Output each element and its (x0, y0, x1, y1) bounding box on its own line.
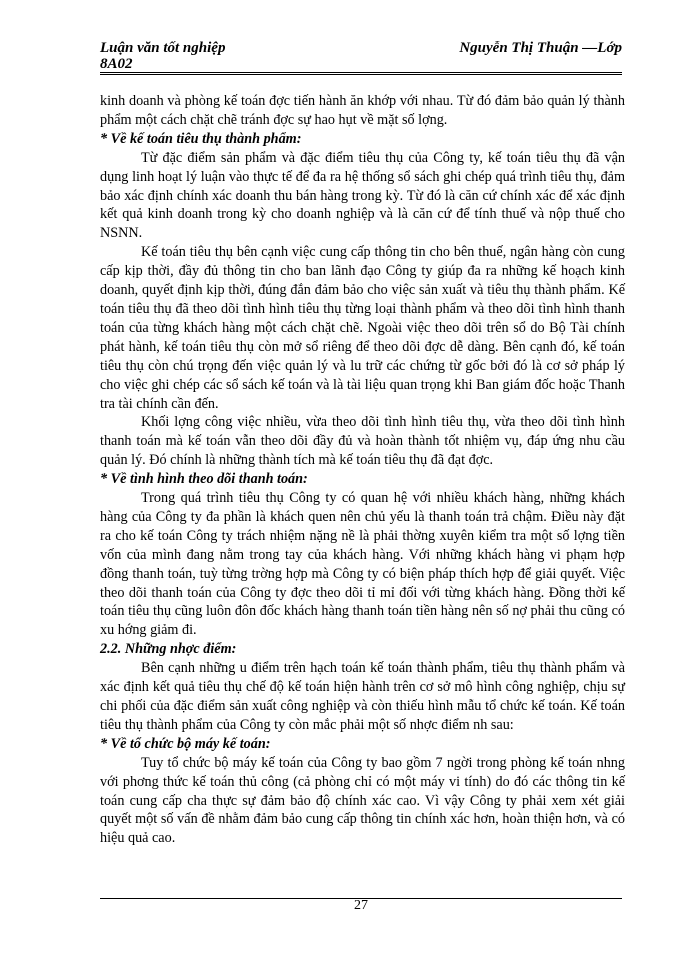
paragraph: Kế toán tiêu thụ bên cạnh việc cung cấp thông tin cho bên thuế, ngân hàng còn cung cấp kịp thời, đầy đủ thông tin cho ban lãnh đạo Công ty giúp đa ra những kế hoạch kinh doanh, quyết định kịp thời, đúng đắn đảm bảo cho việc sản xuất và tiêu thụ thành phẩm. Kế toán tiêu thụ đã theo dõi tình hình tiêu thụ từng loại thành phẩm và theo dõi tình hình thanh toán của từng khách hàng một cách chặt chẽ. Ngoài việc theo dõi trên sổ do Bộ Tài chính phát hành, kế toán tiêu thụ còn mở sổ riêng để theo dõi đợc dễ dàng. Bên cạnh đó, kế toán tiêu thụ còn chú trọng đến việc quản lý và lu trữ các chứng từ gốc bởi đó là cơ sở pháp lý cho việc ghi chép các sổ sách kế toán và là tài liệu quan trọng khi Ban giám đốc hoặc Thanh tra tài chính cần đến. (100, 244, 625, 412)
paragraph: kinh doanh và phòng kế toán đợc tiến hành ăn khớp với nhau. Từ đó đảm bảo quản lý thành phẩm một cách chặt chẽ tránh đợc sự hao hụt về mặt số lợng. (100, 93, 625, 128)
paragraph: Tuy tổ chức bộ máy kế toán của Công ty bao gồm 7 ngời trong phòng kế toán nhng với phơng thức kế toán thủ công (cả phòng chỉ có một máy vi tính) do đó các thông tin kế toán cung cấp cha thực sự đảm bảo độ chính xác cao. Vì vậy Công ty phải xem xét giải quyết một số vấn đề nhằm đảm bảo cung cấp thông tin chính xác hơn, hoàn thiện hơn, và có hiệu quả cao. (100, 754, 625, 847)
paragraph: Khối lợng công việc nhiều, vừa theo dõi tình hình tiêu thụ, vừa theo dõi tình hình thanh toán mà kế toán vẫn theo dõi đầy đủ và hoàn thành tốt nhiệm vụ, đáp ứng nhu cầu quản lý. Đó chính là những thành tích mà kế toán tiêu thụ đã đạt đợc. (100, 414, 625, 469)
paragraph: Từ đặc điểm sản phẩm và đặc điểm tiêu thụ của Công ty, kế toán tiêu thụ đã vận dụng linh hoạt lý luận vào thực tế để đa ra hệ thống sổ sách ghi chép quá trình tiêu thụ, đảm bảo xác định chính xác doanh thu bán hàng trong kỳ. Từ đó là căn cứ chính xác để xác định kết quả kinh doanh trong kỳ cho doanh nghiệp và là căn cứ để tính thuế và nộp thuế cho NSNN. (100, 149, 625, 242)
section-heading: * Về tổ chức bộ máy kế toán: (100, 735, 271, 752)
class-code: 8A02 (100, 56, 133, 72)
paragraph: Bên cạnh những u điểm trên hạch toán kế toán thành phẩm, tiêu thụ thành phẩm và xác định kết quả tiêu thụ chế độ kế toán hiện hành trên cơ sở mô hình công nghiệp, chịu sự chi phối của đặc điểm sản xuất công nghiệp và còn thiếu hình mẫu tổ chức kế toán. Kế toán tiêu thụ thành phẩm của Công ty còn mắc phải một số nhợc điểm nh sau: (100, 660, 625, 733)
thesis-label: Luận văn tốt nghiệp (100, 40, 226, 56)
header-rule (100, 72, 622, 75)
page-number: 27 (354, 898, 368, 913)
section-heading: 2.2. Những nhợc điểm: (100, 641, 237, 658)
page-header (100, 40, 622, 76)
paragraph: Trong quá trình tiêu thụ Công ty có quan hệ với nhiều khách hàng, những khách hàng của Công ty đa phần là khách quen nên chủ yếu là thanh toán trả chậm. Điều này đặt ra cho kế toán Công ty trách nhiệm nặng nề là phải thờng xuyên kiểm tra một số lợng tiền vốn của mình đang nằm trong tay của khách hàng. Với những khách hàng vi phạm hợp đồng thanh toán, tuỳ từng trờng hợp mà Công ty có biện pháp thích hợp để giải quyết. Việc theo dõi thanh toán của Công ty đợc theo dõi tỉ mỉ đối với từng khách hàng. Đồng thời kế toán tiêu thụ cũng luôn đôn đốc khách hàng thanh toán tiền hàng nên số nợ phải thu cũng có xu hớng giảm đi. (100, 490, 625, 639)
author-label: Nguyễn Thị Thuận —Lớp (459, 40, 622, 56)
document-body (100, 92, 625, 848)
page-footer (100, 898, 622, 913)
header-left (100, 40, 225, 72)
section-heading: * Về tình hình theo dõi thanh toán: (100, 471, 308, 488)
section-heading: * Về kế toán tiêu thụ thành phẩm: (100, 130, 302, 147)
